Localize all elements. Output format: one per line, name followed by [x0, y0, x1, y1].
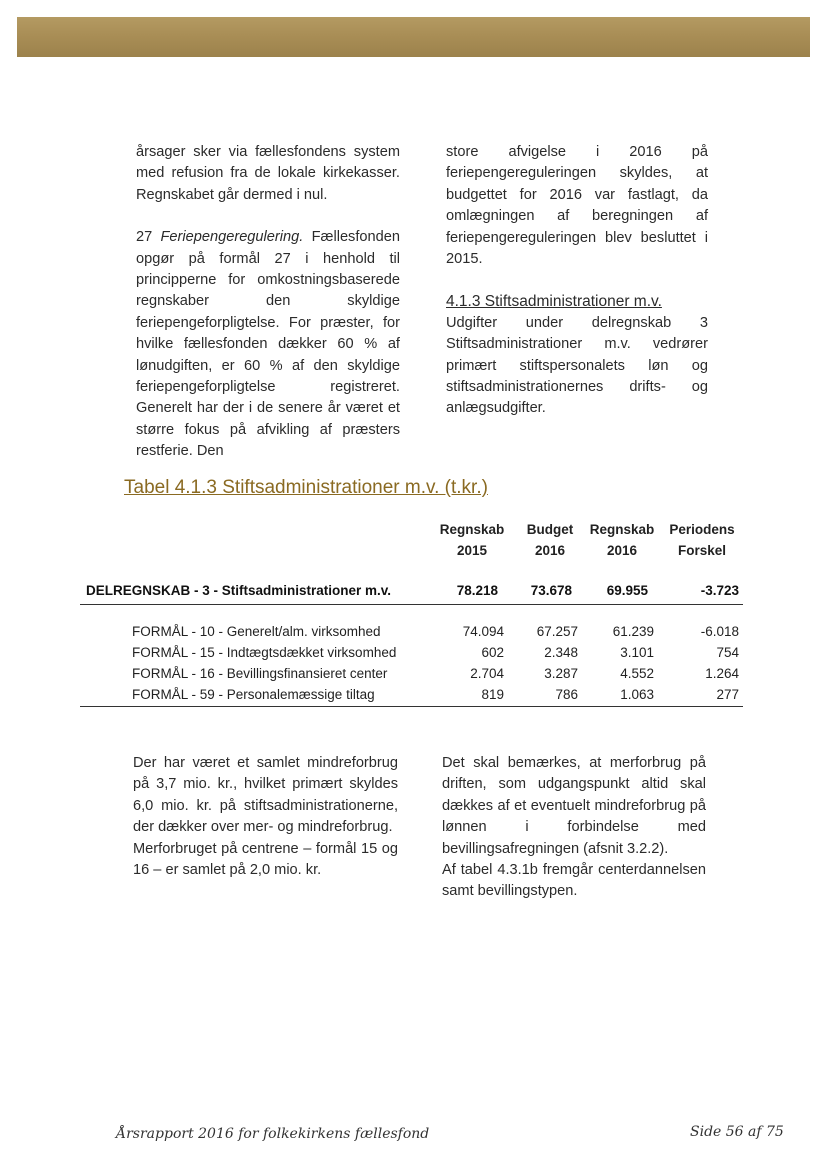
cell: 786: [555, 687, 578, 702]
cell: 1.063: [620, 687, 654, 702]
total-value: 73.678: [530, 583, 572, 598]
item-number: 27: [136, 229, 153, 246]
divider: [80, 604, 743, 605]
cell: 2.704: [470, 666, 504, 681]
row-label: FORMÅL - 15 - Indtægtsdækket virksomhed: [132, 645, 397, 660]
cell: 3.287: [544, 666, 578, 681]
row-label: FORMÅL - 59 - Personalemæssige tiltag: [132, 687, 375, 702]
item-text: Fællesfonden opgør på formål 27 i henhold til principperne for omkostningsbaserede regnskaber den skyldige feriepengeforpligtelse. For præster, for hvilke fællesfonden dækker 60 % af lønudgiften, er 60 % af den skyldige feriepengeforpligtelse registreret. Generelt har der i de senere år været et større fokus på afvikling af præsters restferie. Den: [136, 229, 400, 460]
divider: [80, 706, 743, 707]
cell: 67.257: [536, 624, 578, 639]
cell: 819: [481, 687, 504, 702]
item-title: Feriepengeregulering.: [160, 229, 304, 246]
total-value: 69.955: [606, 583, 648, 598]
paragraph: Udgifter under delregnskab 3 Stiftsadministrationer m.v. vedrører primært stiftspersonalets løn og stiftsadministrationernes drifts- og anlægsudgifter.: [446, 314, 708, 417]
text-column-bottom-right: [442, 753, 706, 903]
cell: 2.348: [544, 645, 578, 660]
cell: 277: [716, 687, 739, 702]
table-row: [0, 687, 828, 708]
table-row: [0, 645, 828, 666]
cell: 754: [716, 645, 739, 660]
text-column-top-right: [446, 142, 708, 420]
paragraph: [136, 227, 400, 462]
cell: 74.094: [462, 624, 504, 639]
cell: 3.101: [620, 645, 654, 660]
header-band: [17, 17, 810, 57]
cell: 4.552: [620, 666, 654, 681]
column-header: Regnskab 2015: [439, 522, 505, 558]
paragraph: Der har været et samlet mindreforbrug på 3,7 mio. kr., hvilket primært skyldes 6,0 mio. kr. på stiftsadministrationerne, der dækker over mer- og mindreforbrug.: [133, 755, 398, 836]
cell: -6.018: [700, 624, 739, 639]
paragraph: årsager sker via fællesfondens system med refusion fra de lokale kirkekasser. Regnskabet går dermed i nul.: [136, 144, 400, 203]
section-heading: 4.1.3 Stiftsadministrationer m.v.: [446, 293, 662, 311]
table-row: [0, 624, 828, 645]
table-title: Tabel 4.1.3 Stiftsadministrationer m.v. (t.kr.): [124, 477, 488, 498]
row-label: FORMÅL - 10 - Generelt/alm. virksomhed: [132, 624, 381, 639]
column-header: Periodens Forskel: [669, 522, 735, 558]
total-label: DELREGNSKAB - 3 - Stiftsadministrationer m.v.: [86, 583, 392, 598]
text-column-bottom-left: [133, 753, 398, 881]
page-number: Side 56 af 75: [690, 1124, 784, 1140]
table-row: [0, 666, 828, 687]
row-label: FORMÅL - 16 - Bevillingsfinansieret center: [132, 666, 388, 681]
paragraph: store afvigelse i 2016 på feriepengereguleringen skyldes, at budgettet for 2016 var fastlagt, da omlægningen af beregningen af feriepengereguleringen blev besluttet i 2015.: [446, 144, 708, 268]
paragraph: Merforbruget på centrene – formål 15 og 16 – er samlet på 2,0 mio. kr.: [133, 840, 398, 879]
total-value: 78.218: [456, 583, 498, 598]
paragraph: Af tabel 4.3.1b fremgår centerdannelsen samt bevillingstypen.: [442, 862, 706, 900]
footer-title: Årsrapport 2016 for folkekirkens fællesfond: [116, 1126, 430, 1142]
cell: 1.264: [705, 666, 739, 681]
text-column-top-left: [136, 142, 400, 463]
cell: 61.239: [612, 624, 654, 639]
paragraph: Det skal bemærkes, at merforbrug på driften, som udgangspunkt altid skal dækkes af et eventuelt mindreforbrug på lønnen i forbindelse med bevillingsafregningen (afsnit 3.2.2).: [442, 755, 706, 857]
cell: 602: [481, 645, 504, 660]
total-value: -3.723: [700, 583, 739, 598]
column-header: Regnskab 2016: [589, 522, 655, 558]
column-header: Budget 2016: [526, 522, 574, 558]
